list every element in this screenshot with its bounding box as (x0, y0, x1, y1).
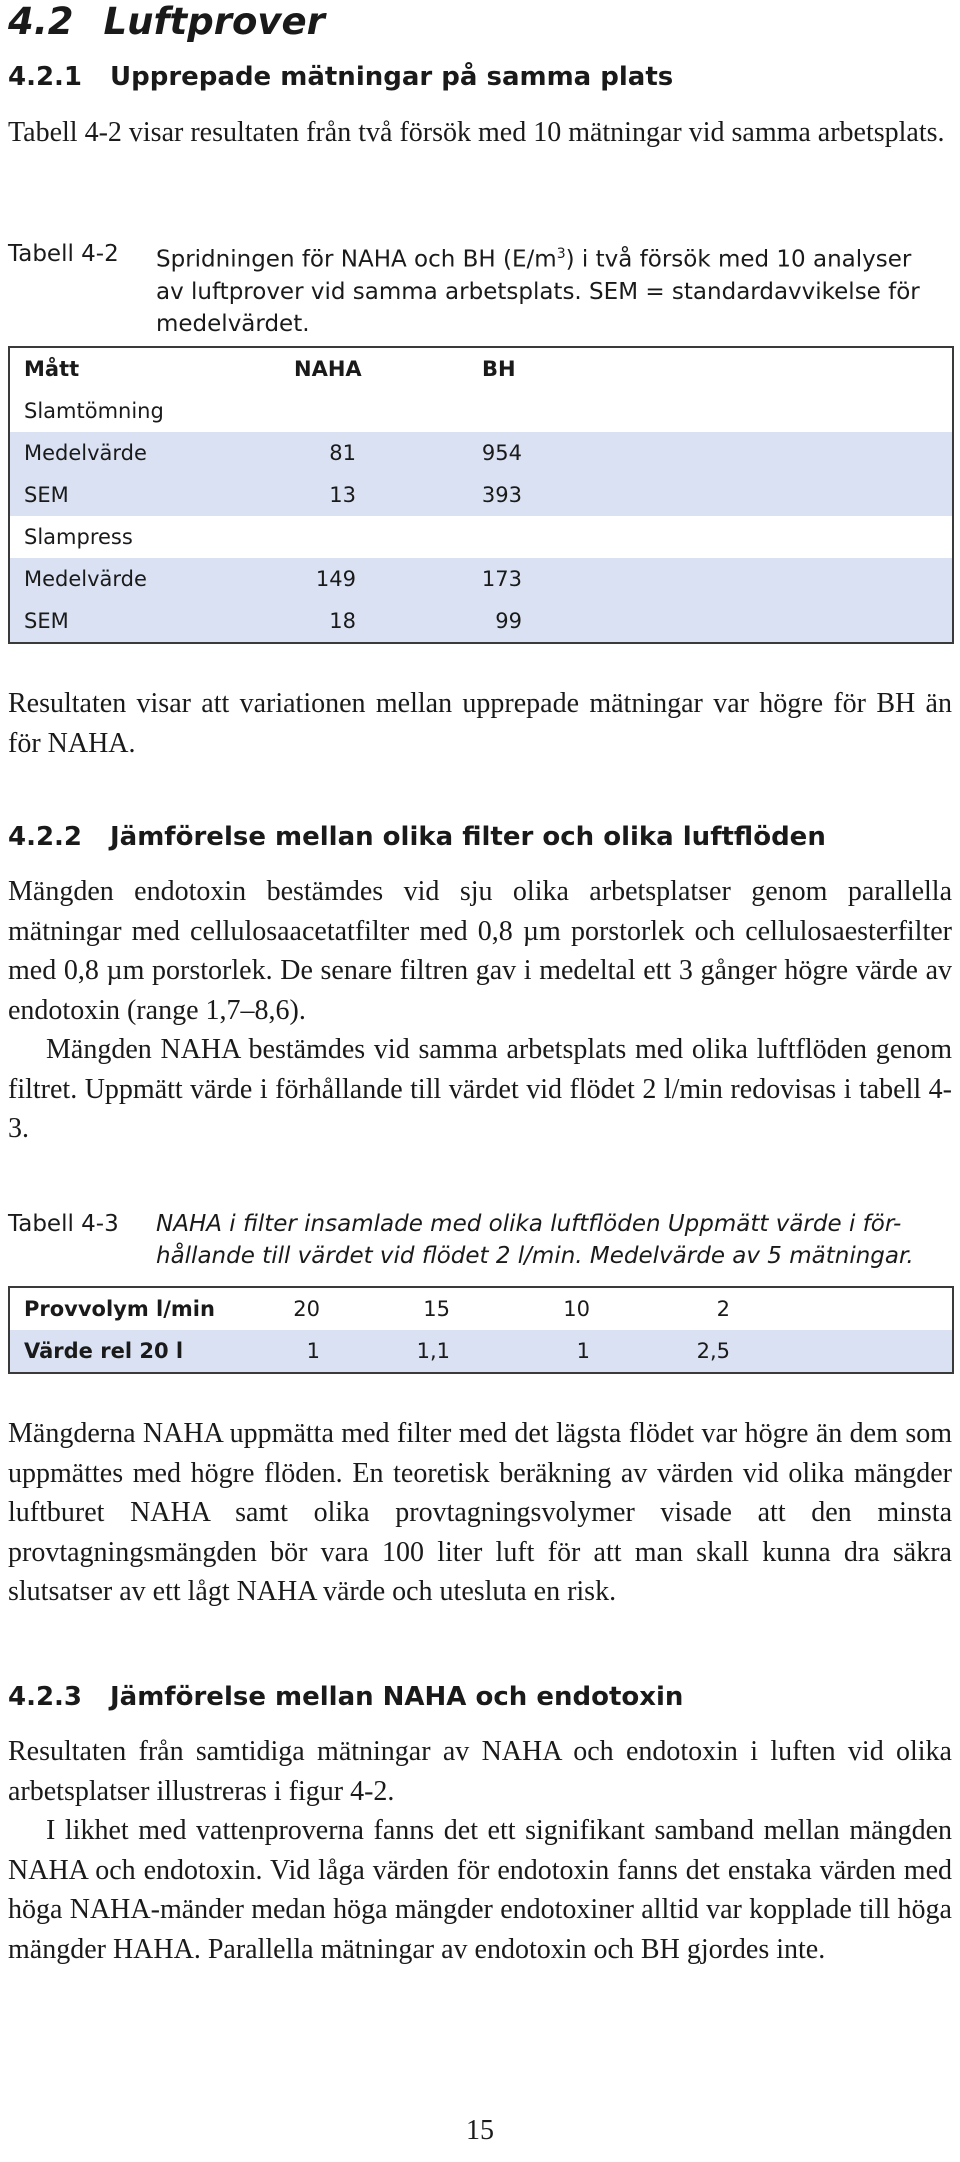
caption-line: hållande till värdet vid flödet 2 l/min. Medelvärde av 5 mätningar. (156, 1243, 914, 1269)
paragraph-filter: Mängden endotoxin bestämdes vid sju olika arbetsplatser genom parallella mätningar med cellulosaacetatfilter med 0,8 µm porstorlek och cellulosaesterfilter med 0,8 µm porstorlek. De senare filtren gav i medeltal ett 3 gånger högre värde av endotoxin (range 1,7–8,6). (8, 876, 952, 1026)
table-row (10, 600, 952, 642)
header-matt: Mått (24, 357, 80, 381)
header-bh: BH (482, 357, 516, 381)
caption-text (156, 238, 956, 340)
table-row (10, 474, 952, 516)
table-4-2 (8, 346, 954, 644)
table-row (10, 558, 952, 600)
caption-text (156, 1208, 956, 1272)
subsection-heading-1 (8, 62, 673, 92)
table-4-3 (8, 1286, 954, 1374)
cell-value: 2 (716, 1297, 730, 1321)
row-label: Medelvärde (24, 567, 147, 591)
table-caption-4-3 (8, 1208, 952, 1278)
table-row (10, 390, 952, 432)
caption-superscript: 3 (556, 246, 566, 262)
cell-value: 20 (293, 1297, 320, 1321)
subsection-number: 4.2.2 (8, 822, 83, 852)
subsection-title: Upprepade mätningar på samma plats (110, 62, 674, 92)
row-label: Värde rel 20 l (24, 1339, 184, 1363)
cell-bh: 954 (481, 441, 522, 465)
subsection-number: 4.2.3 (8, 1682, 83, 1712)
table-header-row (10, 348, 952, 390)
header-naha: NAHA (294, 357, 362, 381)
paragraph-flow: Mängden NAHA bestämdes vid samma arbetsplats med olika luftflöden genom filtret. Uppmätt värde i förhållande till värdet vid flödet 2 l/min redovisas i tabell 4-3. (8, 1034, 952, 1144)
subsection-number: 4.2.1 (8, 62, 83, 92)
row-label: Medelvärde (24, 441, 147, 465)
section-heading (8, 0, 325, 43)
page-number: 15 (466, 2115, 494, 2146)
subsection-heading-3 (8, 1682, 683, 1712)
paragraph-results: Resultaten visar att variationen mellan upprepade mätningar var högre för BH än för NAHA. (8, 688, 952, 759)
cell-naha: 149 (315, 567, 356, 591)
caption-line: medelvärdet. (156, 310, 310, 337)
row-label: Slampress (24, 525, 133, 549)
subsection-title: Jämförelse mellan NAHA och endotoxin (110, 1682, 684, 1712)
caption-line: NAHA i filter insamlade med olika luftflöden Uppmätt värde i för- (156, 1211, 902, 1237)
cell-naha: 81 (329, 441, 356, 465)
paragraph-intro: Tabell 4-2 visar resultaten från två försök med 10 mätningar vid samma arbetsplats. (8, 117, 945, 148)
caption-line: ) i två försök med 10 analyser (565, 246, 912, 273)
row-label: Provvolym l/min (24, 1297, 215, 1321)
cell-value: 1,1 (416, 1339, 450, 1363)
table-row (10, 432, 952, 474)
section-title: Luftprover (103, 0, 325, 43)
cell-value: 2,5 (696, 1339, 730, 1363)
cell-value: 1 (306, 1339, 320, 1363)
row-label: SEM (24, 609, 69, 633)
cell-bh: 99 (495, 609, 522, 633)
table-row (10, 516, 952, 558)
cell-bh: 173 (481, 567, 522, 591)
paragraph-correlation: I likhet med vattenproverna fanns det ett signifikant samband mellan mängden NAHA och endotoxin. Vid låga värden för endotoxin fanns det enstaka värden med höga NAHA-mänder medan höga mängder endotoxiner alltid var kopplade till höga mängder HAHA. Parallella mätningar av endotoxin och BH gjordes inte. (8, 1815, 952, 1965)
caption-line: av luftprover vid samma arbetsplats. SEM = standardavvikelse för (156, 278, 920, 305)
cell-bh: 393 (481, 483, 522, 507)
cell-value: 1 (576, 1339, 590, 1363)
paragraph-comparison: Resultaten från samtidiga mätningar av NAHA och endotoxin i luften vid olika arbetsplatser illustreras i figur 4-2. (8, 1736, 952, 1807)
subsection-heading-2 (8, 822, 826, 852)
table-row (10, 1330, 952, 1372)
caption-label: Tabell 4-3 (8, 1211, 119, 1237)
caption-label: Tabell 4-2 (8, 241, 119, 267)
paragraph-naha-flow: Mängderna NAHA uppmätta med filter med det lägsta flödet var högre än dem som uppmättes med högre flöden. En teoretisk beräkning av värden vid olika mängder luftburet NAHA samt olika provtagningsvolymer visade att den minsta provtagningsmängden bör vara 100 liter luft för att man skall kunna dra säkra slutsatser av ett lågt NAHA värde och utesluta en risk. (8, 1418, 952, 1607)
section-number: 4.2 (8, 0, 74, 43)
cell-naha: 18 (329, 609, 356, 633)
cell-naha: 13 (329, 483, 356, 507)
subsection-title: Jämförelse mellan olika filter och olika luftflöden (110, 822, 826, 852)
table-caption-4-2 (8, 238, 952, 338)
table-row (10, 1288, 952, 1330)
row-label: SEM (24, 483, 69, 507)
caption-line: Spridningen för NAHA och BH (E/m (156, 246, 557, 273)
row-label: Slamtömning (24, 399, 164, 423)
cell-value: 10 (563, 1297, 590, 1321)
cell-value: 15 (423, 1297, 450, 1321)
